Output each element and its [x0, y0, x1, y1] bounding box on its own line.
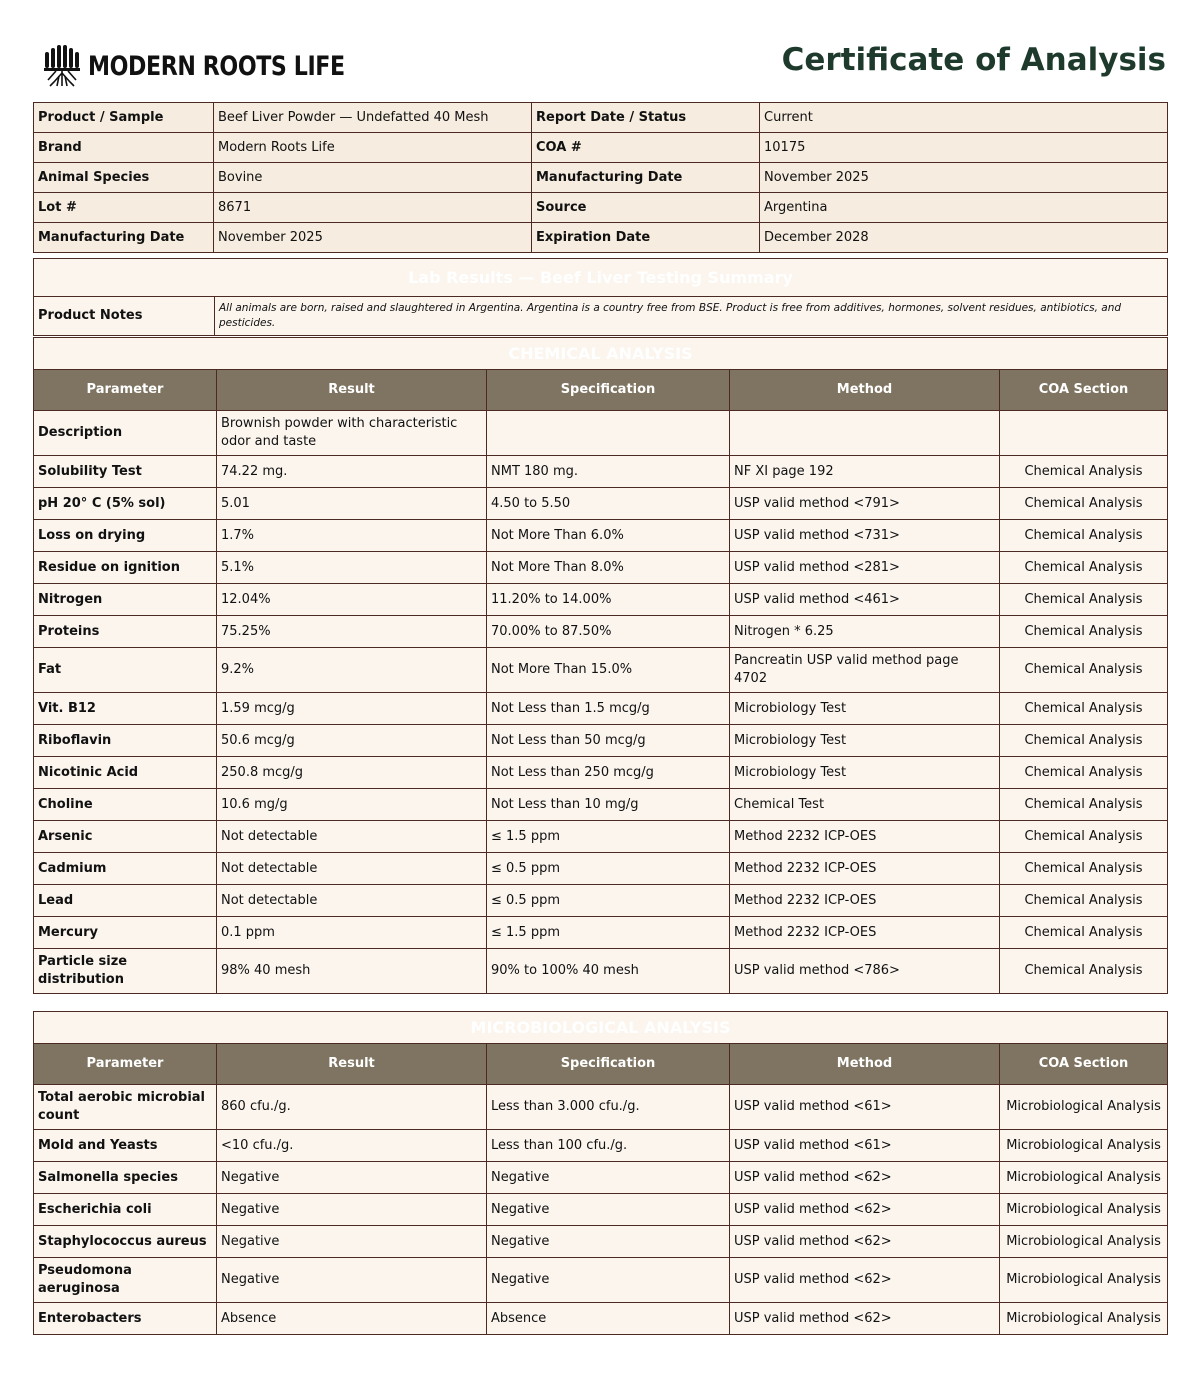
- method-cell: [730, 411, 1000, 456]
- coa-section-cell: Chemical Analysis: [1000, 789, 1168, 821]
- table-row: [34, 1085, 1168, 1130]
- result-cell: 12.04%: [217, 584, 487, 616]
- method-cell: Pancreatin USP valid method page 4702: [730, 648, 1000, 693]
- method-cell: USP valid method <62>: [730, 1194, 1000, 1226]
- result-cell: 860 cfu./g.: [217, 1085, 487, 1130]
- table-row: [34, 1130, 1168, 1162]
- result-cell: 74.22 mg.: [217, 456, 487, 488]
- parameter-cell: Escherichia coli: [34, 1194, 217, 1226]
- info-label: Lot #: [34, 193, 214, 223]
- result-cell: Negative: [217, 1162, 487, 1194]
- column-header: Specification: [487, 370, 730, 411]
- result-cell: 9.2%: [217, 648, 487, 693]
- info-label: Animal Species: [34, 163, 214, 193]
- coa-section-cell: Chemical Analysis: [1000, 757, 1168, 789]
- parameter-cell: Pseudomona aeruginosa: [34, 1258, 217, 1303]
- method-cell: Nitrogen * 6.25: [730, 616, 1000, 648]
- result-cell: 5.1%: [217, 552, 487, 584]
- specification-cell: Absence: [487, 1303, 730, 1335]
- method-cell: USP valid method <461>: [730, 584, 1000, 616]
- coa-section-cell: Microbiological Analysis: [1000, 1226, 1168, 1258]
- info-label: Expiration Date: [532, 223, 760, 253]
- result-cell: Not detectable: [217, 885, 487, 917]
- result-cell: Negative: [217, 1226, 487, 1258]
- table-row: [34, 616, 1168, 648]
- specification-cell: ≤ 0.5 ppm: [487, 885, 730, 917]
- specification-cell: ≤ 1.5 ppm: [487, 821, 730, 853]
- info-value: Beef Liver Powder — Undefatted 40 Mesh: [214, 103, 532, 133]
- table-row: [34, 488, 1168, 520]
- specification-cell: Not More Than 15.0%: [487, 648, 730, 693]
- microbiological-analysis-banner: MICROBIOLOGICAL ANALYSIS: [34, 1012, 1168, 1044]
- info-value: November 2025: [214, 223, 532, 253]
- column-header: Method: [730, 370, 1000, 411]
- result-cell: 250.8 mcg/g: [217, 757, 487, 789]
- page-header: [0, 0, 1200, 100]
- result-cell: Negative: [217, 1258, 487, 1303]
- table-row: [34, 885, 1168, 917]
- method-cell: Method 2232 ICP-OES: [730, 917, 1000, 949]
- product-notes-text: All animals are born, raised and slaughtered in Argentina. Argentina is a country free from BSE. Product is free from additives, hormones, solvent residues, antibiotics, and pesticides.: [215, 297, 1168, 336]
- info-value: 10175: [760, 133, 1168, 163]
- coa-section-cell: Chemical Analysis: [1000, 648, 1168, 693]
- coa-section-cell: Chemical Analysis: [1000, 949, 1168, 994]
- coa-section-cell: Chemical Analysis: [1000, 821, 1168, 853]
- info-label: Product / Sample: [34, 103, 214, 133]
- method-cell: Microbiology Test: [730, 693, 1000, 725]
- method-cell: Method 2232 ICP-OES: [730, 821, 1000, 853]
- column-header: Result: [217, 370, 487, 411]
- result-cell: <10 cfu./g.: [217, 1130, 487, 1162]
- result-cell: 10.6 mg/g: [217, 789, 487, 821]
- table-row: [34, 1226, 1168, 1258]
- table-row: [34, 693, 1168, 725]
- method-cell: USP valid method <62>: [730, 1162, 1000, 1194]
- parameter-cell: Riboflavin: [34, 725, 217, 757]
- info-value: Bovine: [214, 163, 532, 193]
- info-value: Modern Roots Life: [214, 133, 532, 163]
- specification-cell: Not Less than 250 mcg/g: [487, 757, 730, 789]
- table-row: [34, 1194, 1168, 1226]
- parameter-cell: Solubility Test: [34, 456, 217, 488]
- result-cell: 5.01: [217, 488, 487, 520]
- result-cell: Negative: [217, 1194, 487, 1226]
- result-cell: Not detectable: [217, 821, 487, 853]
- info-row: [34, 223, 1168, 253]
- parameter-cell: Residue on ignition: [34, 552, 217, 584]
- result-cell: 98% 40 mesh: [217, 949, 487, 994]
- specification-cell: ≤ 0.5 ppm: [487, 853, 730, 885]
- coa-section-cell: Microbiological Analysis: [1000, 1085, 1168, 1130]
- coa-section-cell: Microbiological Analysis: [1000, 1303, 1168, 1335]
- method-cell: USP valid method <62>: [730, 1303, 1000, 1335]
- table-row: [34, 411, 1168, 456]
- coa-section-cell: Microbiological Analysis: [1000, 1162, 1168, 1194]
- specification-cell: 4.50 to 5.50: [487, 488, 730, 520]
- coa-section-cell: Chemical Analysis: [1000, 584, 1168, 616]
- method-cell: USP valid method <62>: [730, 1258, 1000, 1303]
- info-value: December 2028: [760, 223, 1168, 253]
- result-cell: 75.25%: [217, 616, 487, 648]
- column-header: Parameter: [34, 370, 217, 411]
- parameter-cell: Staphylococcus aureus: [34, 1226, 217, 1258]
- method-cell: NF XI page 192: [730, 456, 1000, 488]
- table-row: [34, 648, 1168, 693]
- result-cell: 1.7%: [217, 520, 487, 552]
- specification-cell: Negative: [487, 1258, 730, 1303]
- column-header: Method: [730, 1044, 1000, 1085]
- info-label: Report Date / Status: [532, 103, 760, 133]
- table-row: [34, 757, 1168, 789]
- info-value: Argentina: [760, 193, 1168, 223]
- table-row: [34, 552, 1168, 584]
- coa-section-cell: Microbiological Analysis: [1000, 1258, 1168, 1303]
- parameter-cell: Description: [34, 411, 217, 456]
- page-title: Certificate of Analysis: [781, 42, 1166, 78]
- parameter-cell: Cadmium: [34, 853, 217, 885]
- coa-section-cell: Chemical Analysis: [1000, 616, 1168, 648]
- info-label: Source: [532, 193, 760, 223]
- result-cell: 1.59 mcg/g: [217, 693, 487, 725]
- parameter-cell: Vit. B12: [34, 693, 217, 725]
- table-row: [34, 821, 1168, 853]
- parameter-cell: pH 20° C (5% sol): [34, 488, 217, 520]
- result-cell: Not detectable: [217, 853, 487, 885]
- lab-results-notes-table: [33, 258, 1168, 336]
- specification-cell: 70.00% to 87.50%: [487, 616, 730, 648]
- table-row: [34, 1303, 1168, 1335]
- specification-cell: Not Less than 50 mcg/g: [487, 725, 730, 757]
- table-row: [34, 853, 1168, 885]
- specification-cell: Not Less than 10 mg/g: [487, 789, 730, 821]
- parameter-cell: Total aerobic microbial count: [34, 1085, 217, 1130]
- info-label: COA #: [532, 133, 760, 163]
- specification-cell: Negative: [487, 1194, 730, 1226]
- table-row: [34, 584, 1168, 616]
- table-row: [34, 456, 1168, 488]
- specification-cell: [487, 411, 730, 456]
- method-cell: Chemical Test: [730, 789, 1000, 821]
- info-row: [34, 133, 1168, 163]
- result-cell: 0.1 ppm: [217, 917, 487, 949]
- method-cell: Microbiology Test: [730, 725, 1000, 757]
- column-header: Specification: [487, 1044, 730, 1085]
- specification-cell: Not More Than 6.0%: [487, 520, 730, 552]
- coa-section-cell: Chemical Analysis: [1000, 520, 1168, 552]
- parameter-cell: Arsenic: [34, 821, 217, 853]
- brand-logo: [42, 44, 401, 88]
- parameter-cell: Salmonella species: [34, 1162, 217, 1194]
- column-header: COA Section: [1000, 370, 1168, 411]
- parameter-cell: Mercury: [34, 917, 217, 949]
- chemical-analysis-banner: CHEMICAL ANALYSIS: [34, 338, 1168, 370]
- method-cell: USP valid method <786>: [730, 949, 1000, 994]
- column-header: Result: [217, 1044, 487, 1085]
- method-cell: USP valid method <61>: [730, 1130, 1000, 1162]
- parameter-cell: Loss on drying: [34, 520, 217, 552]
- parameter-cell: Choline: [34, 789, 217, 821]
- column-header: COA Section: [1000, 1044, 1168, 1085]
- result-cell: 50.6 mcg/g: [217, 725, 487, 757]
- brand-logo-text: MODERN ROOTS LIFE: [88, 50, 345, 82]
- lab-results-banner: Lab Results — Beef Liver Testing Summary: [34, 259, 1168, 297]
- info-label: Manufacturing Date: [532, 163, 760, 193]
- coa-section-cell: Microbiological Analysis: [1000, 1130, 1168, 1162]
- specification-cell: ≤ 1.5 ppm: [487, 917, 730, 949]
- table-row: [34, 917, 1168, 949]
- specification-cell: Less than 100 cfu./g.: [487, 1130, 730, 1162]
- parameter-cell: Fat: [34, 648, 217, 693]
- table-row: [34, 949, 1168, 994]
- specification-cell: Negative: [487, 1162, 730, 1194]
- result-cell: Brownish powder with characteristic odor and taste: [217, 411, 487, 456]
- coa-section-cell: Chemical Analysis: [1000, 488, 1168, 520]
- column-header: Parameter: [34, 1044, 217, 1085]
- specification-cell: 11.20% to 14.00%: [487, 584, 730, 616]
- coa-section-cell: Chemical Analysis: [1000, 917, 1168, 949]
- info-row: [34, 103, 1168, 133]
- coa-section-cell: Chemical Analysis: [1000, 885, 1168, 917]
- table-row: [34, 789, 1168, 821]
- table-row: [34, 520, 1168, 552]
- specification-cell: Negative: [487, 1226, 730, 1258]
- info-label: Brand: [34, 133, 214, 163]
- method-cell: Method 2232 ICP-OES: [730, 885, 1000, 917]
- parameter-cell: Proteins: [34, 616, 217, 648]
- microbiological-analysis-table: [33, 1011, 1168, 1335]
- result-cell: Absence: [217, 1303, 487, 1335]
- info-value: 8671: [214, 193, 532, 223]
- specification-cell: Less than 3.000 cfu./g.: [487, 1085, 730, 1130]
- parameter-cell: Mold and Yeasts: [34, 1130, 217, 1162]
- info-label: Manufacturing Date: [34, 223, 214, 253]
- specification-cell: NMT 180 mg.: [487, 456, 730, 488]
- method-cell: Microbiology Test: [730, 757, 1000, 789]
- table-row: [34, 1258, 1168, 1303]
- coa-section-cell: Chemical Analysis: [1000, 552, 1168, 584]
- coa-section-cell: [1000, 411, 1168, 456]
- method-cell: USP valid method <62>: [730, 1226, 1000, 1258]
- table-row: [34, 725, 1168, 757]
- specification-cell: Not More Than 8.0%: [487, 552, 730, 584]
- parameter-cell: Particle size distribution: [34, 949, 217, 994]
- info-row: [34, 163, 1168, 193]
- info-row: [34, 193, 1168, 223]
- method-cell: USP valid method <281>: [730, 552, 1000, 584]
- parameter-cell: Nitrogen: [34, 584, 217, 616]
- method-cell: USP valid method <731>: [730, 520, 1000, 552]
- coa-section-cell: Microbiological Analysis: [1000, 1194, 1168, 1226]
- parameter-cell: Lead: [34, 885, 217, 917]
- coa-section-cell: Chemical Analysis: [1000, 725, 1168, 757]
- coa-section-cell: Chemical Analysis: [1000, 853, 1168, 885]
- parameter-cell: Nicotinic Acid: [34, 757, 217, 789]
- info-value: November 2025: [760, 163, 1168, 193]
- method-cell: Method 2232 ICP-OES: [730, 853, 1000, 885]
- product-notes-label: Product Notes: [34, 297, 215, 336]
- method-cell: USP valid method <61>: [730, 1085, 1000, 1130]
- table-row: [34, 1162, 1168, 1194]
- chemical-analysis-table: [33, 337, 1168, 994]
- method-cell: USP valid method <791>: [730, 488, 1000, 520]
- product-info-table: [33, 102, 1168, 253]
- parameter-cell: Enterobacters: [34, 1303, 217, 1335]
- coa-section-cell: Chemical Analysis: [1000, 456, 1168, 488]
- specification-cell: Not Less than 1.5 mcg/g: [487, 693, 730, 725]
- coa-section-cell: Chemical Analysis: [1000, 693, 1168, 725]
- info-value: Current: [760, 103, 1168, 133]
- tree-roots-icon: [42, 44, 82, 88]
- specification-cell: 90% to 100% 40 mesh: [487, 949, 730, 994]
